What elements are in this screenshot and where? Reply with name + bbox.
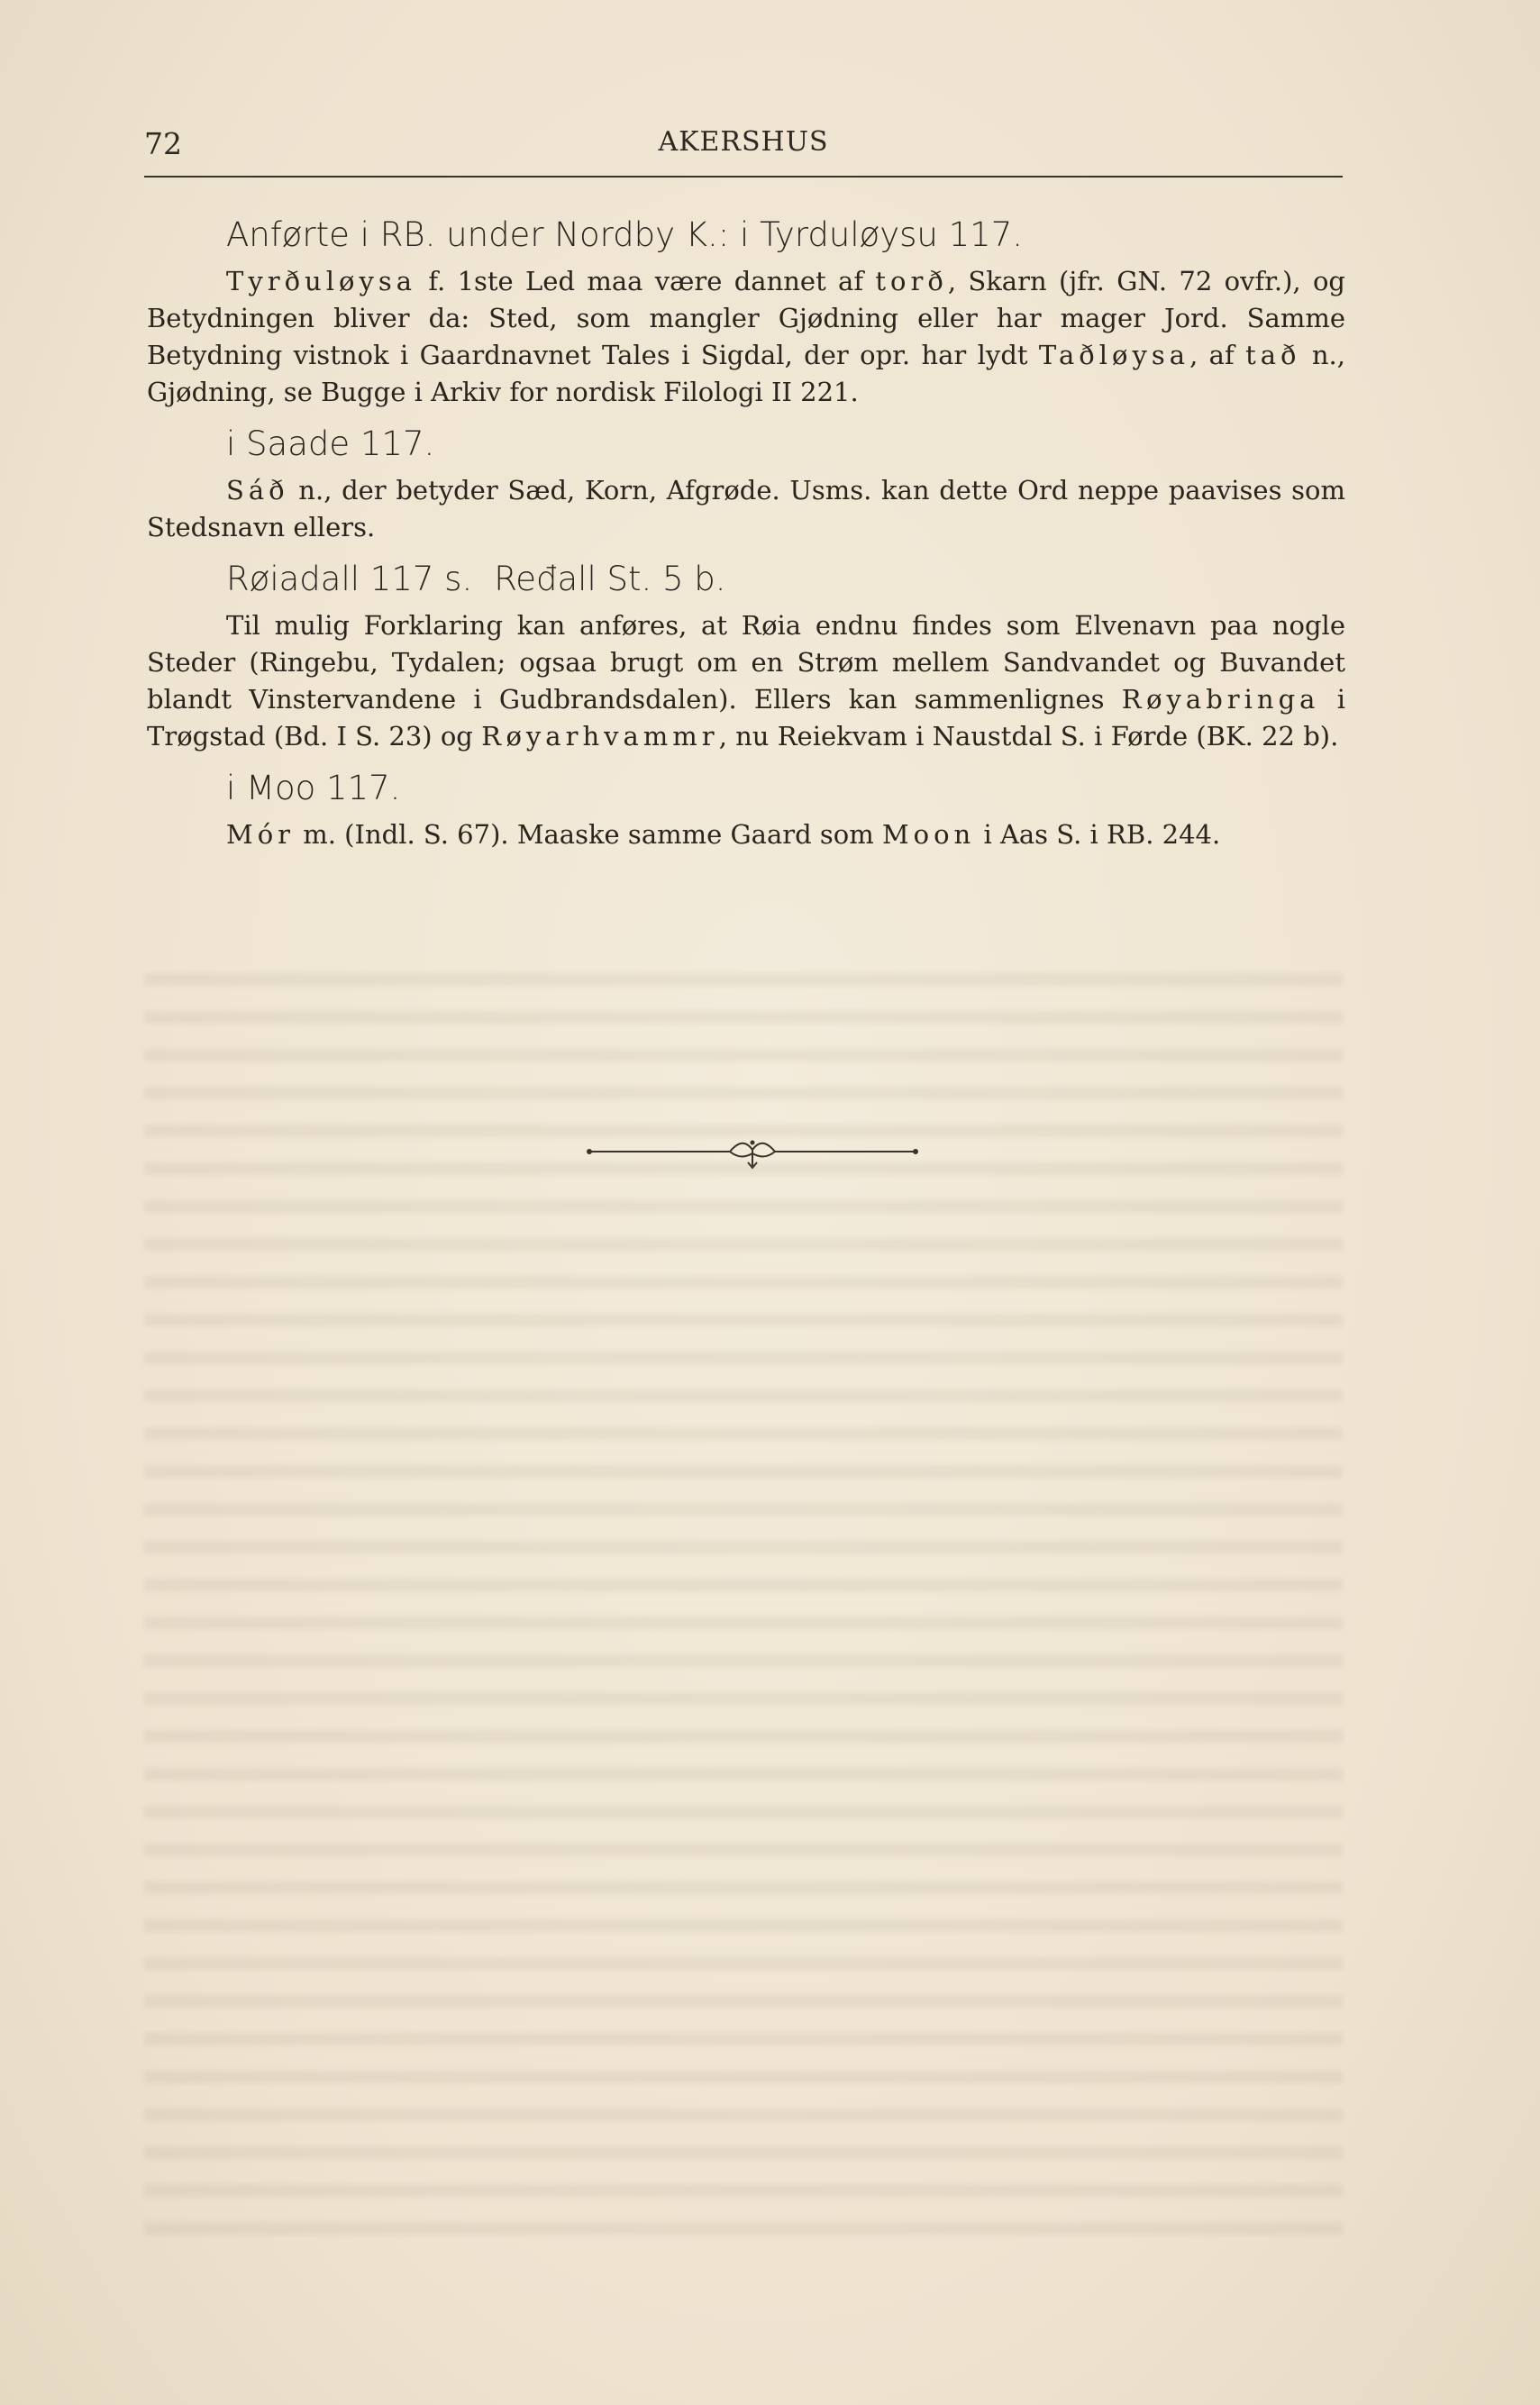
page-header — [144, 126, 1343, 180]
entry-paragraph-roiadall: Til mulig Forklaring kan anføres, at Røia endnu findes som Elvenavn paa nogle Steder (Ringebu, Tydalen; ogsaa brugt om en Strøm mellem Sandvandet og Buvandet blandt Vinstervandene i Gudbrandsdalen). Ellers kan sammenlignes Røyabringa i Trøgstad (Bd. I S. 23) og Røyarhvammr, nu Reiekvam i Naustdal S. i Førde (BK. 22 b). — [147, 610, 1345, 752]
page-number: 72 — [144, 126, 182, 161]
entry-heading-tyrduloysu: Anførte i RB. under Nordby K.: i Tyrduløysu 117. — [226, 215, 1024, 254]
header-rule — [144, 176, 1343, 178]
entry-paragraph-saade: Sáð n., der betyder Sæd, Korn, Afgrøde. Usms. kan dette Ord neppe paavises som Stedsnavn ellers. — [147, 475, 1345, 542]
entry-heading-saade: i Saade 117. — [226, 424, 435, 463]
section-end-ornament — [586, 1134, 919, 1170]
entry-heading-roiadall: Røiadall 117 s. Ređall St. 5 b. — [226, 560, 726, 598]
entry-paragraph-tyrduloysu: Tyrðuløysa f. 1ste Led maa være dannet af torð, Skarn (jfr. GN. 72 ovfr.), og Betydningen bliver da: Sted, som mangler Gjødning eller har mager Jord. Samme Betydning vistnok i Gaardnavnet Tales i Sigdal, der opr. har lydt Taðløysa, af tað n., Gjødning, se Bugge i Arkiv for nordisk Filologi II 221. — [147, 266, 1345, 407]
entry-paragraph-moo: Mór m. (Indl. S. 67). Maaske samme Gaard som Moon i Aas S. i RB. 244. — [226, 819, 1221, 850]
main-text — [147, 214, 1345, 866]
entry-heading-moo: i Moo 117. — [226, 769, 401, 807]
running-title: AKERSHUS — [658, 126, 829, 158]
